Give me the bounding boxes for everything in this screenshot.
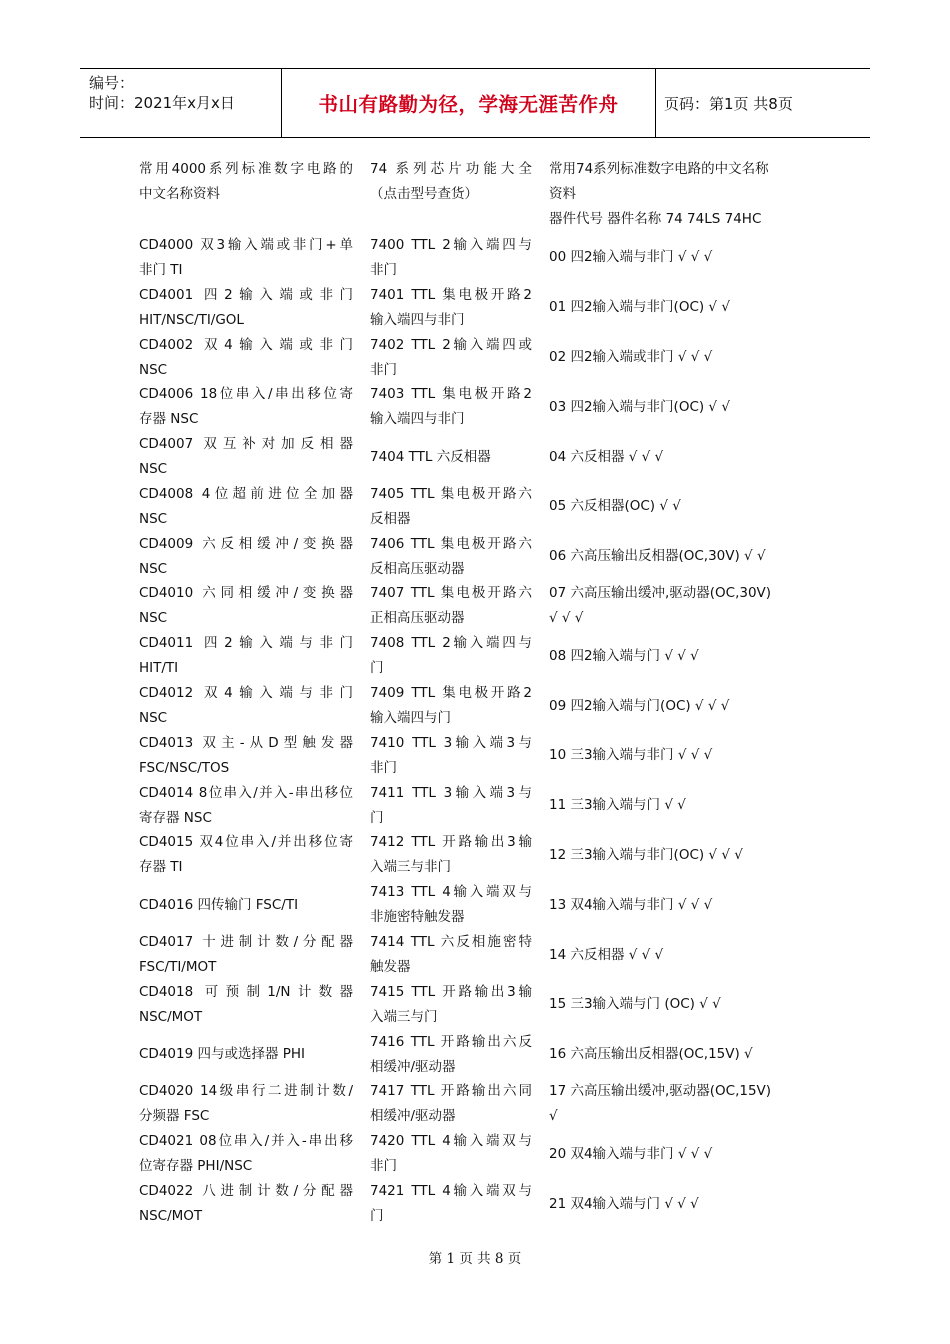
list-item-line: CD4022 八进制计数/分配器 xyxy=(139,1183,353,1200)
list-item-line: 02 四2输入端或非门 √ √ √ xyxy=(549,348,713,365)
list-item-line: 04 六反相器 √ √ √ xyxy=(549,448,664,465)
list-item xyxy=(139,980,353,1030)
list-item xyxy=(139,1179,353,1229)
list-item-text xyxy=(370,830,532,880)
list-item xyxy=(370,1179,532,1229)
list-item-line: 7403 TTL 集电极开路2 xyxy=(370,386,532,403)
list-item xyxy=(549,631,799,681)
document-time-label: 时间：2021年x月x日 xyxy=(89,94,235,112)
list-item-line: 非门 xyxy=(370,759,397,776)
list-item-text xyxy=(139,532,353,582)
list-item-line: HIT/TI xyxy=(139,660,179,677)
list-item-text xyxy=(549,395,799,420)
list-item-line: 05 六反相器(OC) √ √ xyxy=(549,498,681,515)
list-item xyxy=(370,980,532,1030)
list-item-text xyxy=(370,482,532,532)
list-item xyxy=(370,482,532,532)
list-item-line: FSC/TI/MOT xyxy=(139,959,217,976)
list-item-text xyxy=(370,532,532,582)
intro-col3 xyxy=(549,157,809,232)
list-item-line: 09 四2输入端与门(OC) √ √ √ xyxy=(549,697,730,714)
list-item-text xyxy=(370,445,532,470)
list-item-text xyxy=(139,333,353,383)
list-item-text xyxy=(370,880,532,930)
list-item-line: 7412 TTL 开路输出3输 xyxy=(370,834,532,851)
list-item-line: 07 六高压输出缓冲,驱动器(OC,30V) xyxy=(549,585,772,602)
list-item-text xyxy=(549,793,799,818)
list-item-line: 7404 TTL 六反相器 xyxy=(370,448,491,465)
list-item-text xyxy=(549,943,799,968)
list-item-line: 非门 xyxy=(370,1158,397,1175)
list-item xyxy=(549,1179,799,1229)
list-item-line: 7421 TTL 4输入端双与 xyxy=(370,1183,532,1200)
list-item-text xyxy=(370,1129,532,1179)
header-divider xyxy=(655,69,656,137)
list-item xyxy=(370,1080,532,1130)
list-item-line: 入端三与门 xyxy=(370,1008,438,1025)
list-item-line: 输入端四与非门 xyxy=(370,411,465,428)
list-item xyxy=(549,731,799,781)
list-item-line: 非门 xyxy=(370,261,397,278)
list-item-line: CD4007 双互补对加反相器 xyxy=(139,436,353,453)
page-header xyxy=(80,68,870,138)
ttl-74-series-column xyxy=(370,233,532,1229)
list-item xyxy=(370,681,532,731)
list-item xyxy=(139,283,353,333)
intro-line: 资料 xyxy=(549,186,576,202)
intro-line: 中文名称资料 xyxy=(139,186,220,202)
list-item-line: CD4016 四传输门 FSC/TI xyxy=(139,896,299,913)
list-item-line: 7410 TTL 3输入端3与 xyxy=(370,734,532,751)
list-item-line: √ √ √ xyxy=(549,610,584,627)
list-item xyxy=(139,582,353,632)
list-item xyxy=(139,880,353,930)
intro-line: 常用4000系列标准数字电路的 xyxy=(139,161,353,177)
list-item-line: 7401 TTL 集电极开路2 xyxy=(370,286,532,303)
list-item-text xyxy=(139,930,353,980)
list-item-line: 20 双4输入端与非门 √ √ √ xyxy=(549,1145,713,1162)
list-item-line: 06 六高压输出反相器(OC,30V) √ √ xyxy=(549,548,766,565)
list-item xyxy=(139,781,353,831)
list-item-line: CD4018 可预制1/N计数器 xyxy=(139,983,353,1000)
list-item xyxy=(549,432,799,482)
list-item-line: 门 xyxy=(370,809,384,826)
list-item-text xyxy=(370,283,532,333)
list-item-text xyxy=(549,843,799,868)
list-item-text xyxy=(549,893,799,918)
list-item xyxy=(370,781,532,831)
list-item xyxy=(139,532,353,582)
list-item-text xyxy=(370,781,532,831)
list-item-text xyxy=(549,494,799,519)
list-item-line: HIT/NSC/TI/GOL xyxy=(139,311,244,328)
list-item-line: CD4008 4位超前进位全加器 xyxy=(139,485,353,502)
list-item xyxy=(370,1030,532,1080)
list-item xyxy=(139,482,353,532)
list-item-line: 21 双4输入端与门 √ √ √ xyxy=(549,1195,699,1212)
intro-col2 xyxy=(370,157,532,207)
intro-line: 常用74系列标准数字电路的中文名称 xyxy=(549,161,769,177)
list-item xyxy=(139,681,353,731)
list-item xyxy=(139,382,353,432)
list-item-text xyxy=(549,245,799,270)
list-item-line: 门 xyxy=(370,1208,384,1225)
list-item-text xyxy=(549,1042,799,1067)
list-item-line: CD4012 双4输入端与非门 xyxy=(139,685,353,702)
list-item-line: 7408 TTL 2输入端四与 xyxy=(370,635,532,652)
74-series-function-column xyxy=(549,233,799,1229)
list-item xyxy=(139,930,353,980)
list-item xyxy=(139,233,353,283)
list-item-line: CD4011 四2输入端与非门 xyxy=(139,635,353,652)
list-item-line: 分频器 FSC xyxy=(139,1108,210,1125)
list-item-line: NSC xyxy=(139,510,168,527)
list-item-line: CD4009 六反相缓冲/变换器 xyxy=(139,535,353,552)
list-item-line: 11 三3输入端与门 √ √ xyxy=(549,797,686,814)
list-item-line: CD4001 四2输入端或非门 xyxy=(139,286,353,303)
header-meta xyxy=(89,73,235,113)
list-item-line: 08 四2输入端与门 √ √ √ xyxy=(549,647,699,664)
list-item-line: 7409 TTL 集电极开路2 xyxy=(370,685,532,702)
page-footer: 第 1 页 共 8 页 xyxy=(428,1251,522,1267)
list-item-line: CD4014 8位串入/并入-串出移位 xyxy=(139,784,353,801)
list-item-line: CD4017 十进制计数/分配器 xyxy=(139,934,353,951)
list-item-line: CD4000 双3输入端或非门+单 xyxy=(139,236,353,253)
list-item-line: 7417 TTL 开路输出六同 xyxy=(370,1083,532,1100)
list-item-text xyxy=(139,1079,353,1129)
list-item-line: NSC xyxy=(139,610,168,627)
list-item-line: 00 四2输入端与非门 √ √ √ xyxy=(549,249,713,266)
list-item-line: 7414 TTL 六反相施密特 xyxy=(370,934,532,951)
list-item xyxy=(139,831,353,881)
list-item xyxy=(139,631,353,681)
list-item xyxy=(139,731,353,781)
list-item-line: 7406 TTL 集电极开路六 xyxy=(370,535,532,552)
list-item-text xyxy=(139,382,353,432)
list-item-text xyxy=(139,1042,353,1067)
list-item-line: NSC xyxy=(139,461,168,478)
list-item-line: CD4020 14级串行二进制计数/ xyxy=(139,1083,353,1100)
list-item-text xyxy=(549,1192,799,1217)
list-item xyxy=(370,432,532,482)
list-item-text xyxy=(370,631,532,681)
list-item-line: CD4013 双主-从D型触发器 xyxy=(139,734,353,751)
list-item-line: √ xyxy=(549,1108,558,1125)
list-item-line: 03 四2输入端与非门(OC) √ √ xyxy=(549,398,730,415)
header-page-label: 页码：第1页 共8页 xyxy=(664,95,793,113)
list-item xyxy=(549,532,799,582)
list-item-text xyxy=(370,731,532,781)
list-item-text xyxy=(370,1179,532,1229)
list-item-text xyxy=(549,544,799,569)
list-item-line: 非门 xyxy=(370,361,397,378)
list-item-line: 寄存器 NSC xyxy=(139,809,212,826)
list-item-line: 14 六反相器 √ √ √ xyxy=(549,946,664,963)
list-item-text xyxy=(139,681,353,731)
list-item xyxy=(549,980,799,1030)
list-item-line: 7405 TTL 集电极开路六 xyxy=(370,485,532,502)
list-item xyxy=(139,1080,353,1130)
document-number-label: 编号： xyxy=(89,74,135,92)
list-item-line: NSC xyxy=(139,710,168,727)
list-item-line: 输入端四与非门 xyxy=(370,311,465,328)
list-item-text xyxy=(139,781,353,831)
list-item xyxy=(549,382,799,432)
list-item-line: 存器 TI xyxy=(139,859,183,876)
list-item xyxy=(549,233,799,283)
list-item-line: 7415 TTL 开路输出3输 xyxy=(370,983,532,1000)
intro-line: 74 系列芯片功能大全 xyxy=(370,161,532,177)
list-item-line: 门 xyxy=(370,660,384,677)
list-item xyxy=(370,382,532,432)
list-item xyxy=(370,831,532,881)
list-item-text xyxy=(549,743,799,768)
list-item xyxy=(370,283,532,333)
list-item xyxy=(549,880,799,930)
list-item-text xyxy=(549,345,799,370)
list-item xyxy=(370,631,532,681)
list-item xyxy=(370,880,532,930)
list-item-line: 正相高压驱动器 xyxy=(370,610,465,627)
list-item-line: 16 六高压输出反相器(OC,15V) √ xyxy=(549,1046,753,1063)
cd4000-series-column xyxy=(139,233,353,1229)
list-item-text xyxy=(549,295,799,320)
list-item-line: CD4019 四与或选择器 PHI xyxy=(139,1046,306,1063)
list-item-text xyxy=(139,731,353,781)
list-item-line: 15 三3输入端与门 (OC) √ √ xyxy=(549,996,721,1013)
list-item xyxy=(370,333,532,383)
list-item xyxy=(370,582,532,632)
list-item-text xyxy=(370,382,532,432)
list-item-line: NSC/MOT xyxy=(139,1008,203,1025)
list-item-text xyxy=(549,644,799,669)
list-item xyxy=(549,1030,799,1080)
list-item-text xyxy=(370,233,532,283)
list-item xyxy=(549,930,799,980)
list-item-text xyxy=(370,681,532,731)
list-item-line: 入端三与非门 xyxy=(370,859,451,876)
list-item-text xyxy=(549,1079,799,1129)
list-item-text xyxy=(139,1129,353,1179)
list-item-line: 反相高压驱动器 xyxy=(370,560,465,577)
list-item-line: 位寄存器 PHI/NSC xyxy=(139,1158,253,1175)
list-item-line: CD4010 六同相缓冲/变换器 xyxy=(139,585,353,602)
list-item xyxy=(549,831,799,881)
list-item-line: 7413 TTL 4输入端双与 xyxy=(370,884,532,901)
list-item xyxy=(370,930,532,980)
intro-line: （点击型号查货） xyxy=(370,186,478,202)
list-item-text xyxy=(139,1179,353,1229)
list-item-line: CD4002 双4输入端或非门 xyxy=(139,336,353,353)
list-item-line: 相缓冲/驱动器 xyxy=(370,1058,456,1075)
list-item-line: NSC xyxy=(139,560,168,577)
list-item xyxy=(370,532,532,582)
list-item-line: CD4006 18位串入/串出移位寄 xyxy=(139,386,353,403)
list-item-line: 7407 TTL 集电极开路六 xyxy=(370,585,532,602)
list-item-line: 7400 TTL 2输入端四与 xyxy=(370,236,532,253)
list-item xyxy=(549,681,799,731)
list-item-text xyxy=(549,581,799,631)
list-item-text xyxy=(139,893,353,918)
list-item-line: CD4021 08位串入/并入-串出移 xyxy=(139,1133,353,1150)
list-item xyxy=(549,781,799,831)
intro-col1 xyxy=(139,157,353,207)
list-item-line: 17 六高压输出缓冲,驱动器(OC,15V) xyxy=(549,1083,772,1100)
list-item xyxy=(549,1080,799,1130)
list-item-text xyxy=(139,432,353,482)
list-item-line: 10 三3输入端与非门 √ √ √ xyxy=(549,747,713,764)
list-item-text xyxy=(370,980,532,1030)
list-item-text xyxy=(549,694,799,719)
list-item-line: 反相器 xyxy=(370,510,411,527)
list-item-text xyxy=(370,581,532,631)
list-item-line: NSC xyxy=(139,361,168,378)
list-item-line: 7411 TTL 3输入端3与 xyxy=(370,784,532,801)
list-item-line: 12 三3输入端与非门(OC) √ √ √ xyxy=(549,846,743,863)
list-item-text xyxy=(139,233,353,283)
list-item-text xyxy=(139,631,353,681)
list-item-line: 存器 NSC xyxy=(139,411,199,428)
intro-line: 器件代号 器件名称 74 74LS 74HC xyxy=(549,211,762,227)
list-item-line: 13 双4输入端与非门 √ √ √ xyxy=(549,896,713,913)
list-item-text xyxy=(549,445,799,470)
list-item-text xyxy=(139,283,353,333)
list-item-text xyxy=(139,482,353,532)
list-item-line: 7416 TTL 开路输出六反 xyxy=(370,1033,532,1050)
list-item-text xyxy=(370,1079,532,1129)
list-item-line: 01 四2输入端与非门(OC) √ √ xyxy=(549,299,730,316)
list-item xyxy=(139,1030,353,1080)
list-item-text xyxy=(139,830,353,880)
list-item-line: CD4015 双4位串入/并出移位寄 xyxy=(139,834,353,851)
list-item-text xyxy=(370,333,532,383)
list-item-text xyxy=(549,1142,799,1167)
list-item-line: 7402 TTL 2输入端四或 xyxy=(370,336,532,353)
list-item-line: NSC/MOT xyxy=(139,1208,203,1225)
list-item-text xyxy=(370,930,532,980)
list-item-line: 触发器 xyxy=(370,959,411,976)
header-motto: 书山有路勤为径，学海无涯苦作舟 xyxy=(318,93,619,116)
list-item-text xyxy=(139,581,353,631)
list-item xyxy=(370,731,532,781)
list-item xyxy=(139,432,353,482)
list-item-line: 7420 TTL 4输入端双与 xyxy=(370,1133,532,1150)
list-item xyxy=(549,333,799,383)
list-item-text xyxy=(370,1030,532,1080)
list-item xyxy=(139,333,353,383)
list-item-line: 非门 TI xyxy=(139,261,183,278)
list-item xyxy=(139,1129,353,1179)
list-item xyxy=(549,1129,799,1179)
list-item xyxy=(549,482,799,532)
list-item-line: 非施密特触发器 xyxy=(370,909,465,926)
list-item-text xyxy=(139,980,353,1030)
list-item xyxy=(549,582,799,632)
list-item xyxy=(370,233,532,283)
list-item-line: 相缓冲/驱动器 xyxy=(370,1108,456,1125)
list-item-line: FSC/NSC/TOS xyxy=(139,759,230,776)
list-item-text xyxy=(549,992,799,1017)
list-item xyxy=(549,283,799,333)
list-item-line: 输入端四与门 xyxy=(370,710,451,727)
list-item xyxy=(370,1129,532,1179)
